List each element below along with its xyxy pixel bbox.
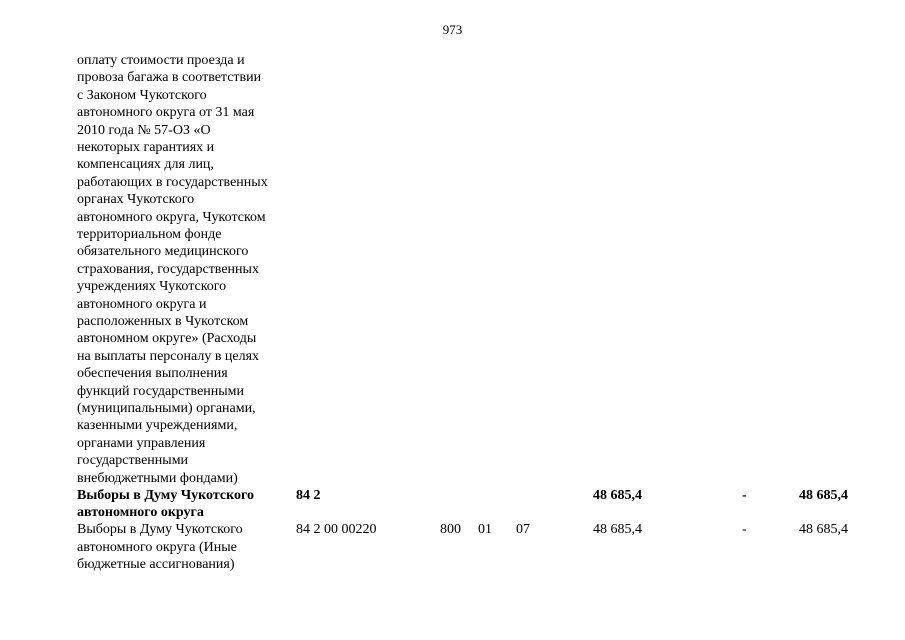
text-line: территориальном фонде [77, 227, 222, 242]
text-line: внебюджетными фондами) [77, 471, 238, 486]
text-line: учреждениях Чукотского [77, 279, 227, 294]
row-amount-2: - [742, 488, 747, 503]
text-line: государственными [77, 453, 189, 468]
row-amount-2: - [742, 522, 747, 537]
row-amount-1: 48 685,4 [593, 488, 642, 503]
text-line: с Законом Чукотского [77, 88, 207, 103]
row-vr: 800 [440, 522, 461, 537]
text-line: компенсациях для лиц, [77, 157, 214, 172]
page-number: 973 [442, 22, 463, 37]
row-amount-3: 48 685,4 [799, 522, 848, 537]
text-line: автономного округа, Чукотском [77, 210, 266, 225]
text-line: обеспечения выполнения [77, 366, 228, 381]
row-pr: 07 [516, 522, 530, 537]
row-name-line: автономного округа [77, 505, 204, 520]
row-rz: 01 [478, 522, 492, 537]
text-line: автономном округе» (Расходы [77, 331, 257, 346]
row-code: 84 2 [296, 488, 321, 503]
text-line: 2010 года № 57-ОЗ «О [77, 123, 211, 138]
text-line: органами управления [77, 436, 206, 451]
text-line: функций государственными [77, 384, 245, 399]
text-line: на выплаты персоналу в целях [77, 349, 260, 364]
row-name-line: бюджетные ассигнования) [77, 557, 235, 572]
text-line: расположенных в Чукотском [77, 314, 249, 329]
text-line: автономного округа и [77, 297, 207, 312]
row-amount-1: 48 685,4 [593, 522, 642, 537]
row-name-line: Выборы в Думу Чукотского [77, 488, 254, 503]
text-line: провоза багажа в соответствии [77, 70, 262, 85]
text-line: оплату стоимости проезда и [77, 53, 245, 68]
text-line: (муниципальными) органами, [77, 401, 256, 416]
text-line: некоторых гарантиях и [77, 140, 215, 155]
row-name-line: автономного округа (Иные [77, 540, 237, 555]
row-name-line: Выборы в Думу Чукотского [77, 522, 243, 537]
text-line: страхования, государственных [77, 262, 259, 277]
text-line: автономного округа от 31 мая [77, 105, 255, 120]
text-line: обязательного медицинского [77, 244, 249, 259]
row-amount-3: 48 685,4 [799, 488, 848, 503]
text-line: работающих в государственных [77, 175, 268, 190]
text-line: органах Чукотского [77, 192, 195, 207]
row-code: 84 2 00 00220 [296, 522, 377, 537]
text-line: казенными учреждениями, [77, 418, 238, 433]
